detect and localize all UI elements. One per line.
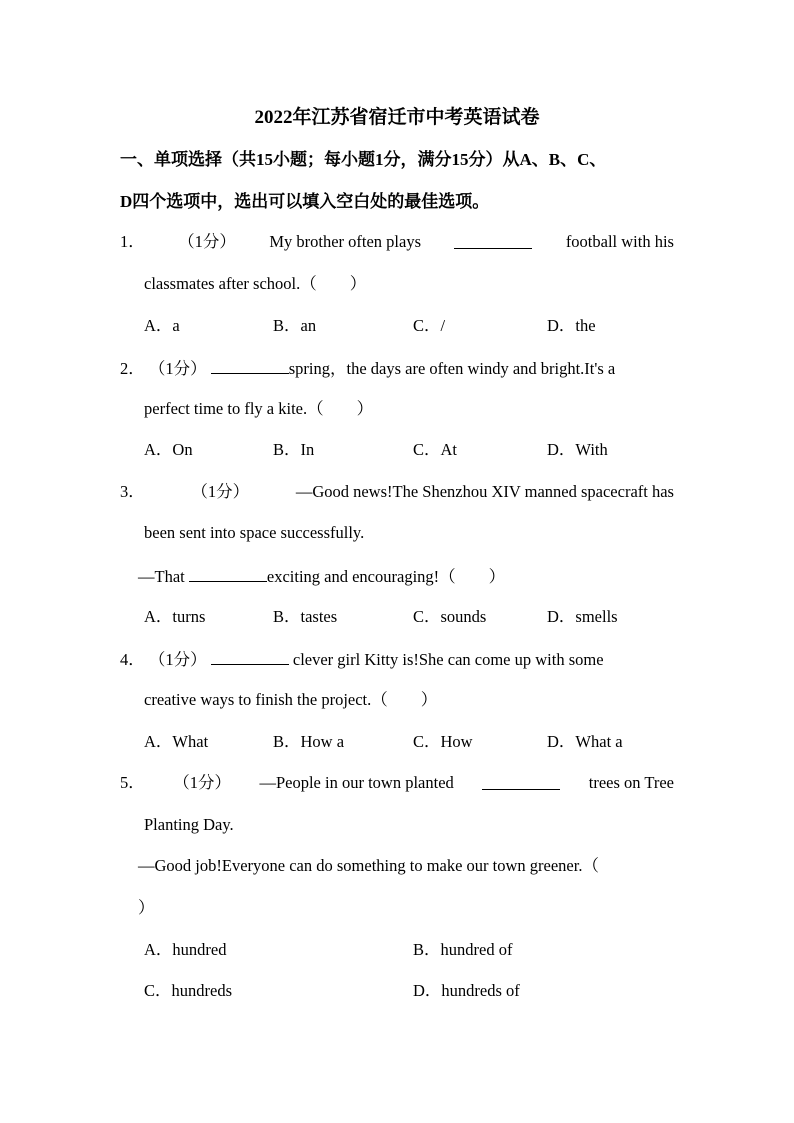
question-score: （1分）	[148, 359, 207, 378]
question-score: （1分）	[191, 482, 250, 501]
question-text: clever girl Kitty is!She can come up with some	[292, 650, 604, 669]
section-heading-line2: D四个选项中，选出可以填入空白处的最佳选项。	[120, 192, 490, 211]
option-b: B．In	[273, 440, 315, 459]
answer-blank	[211, 355, 289, 374]
answer-blank	[454, 230, 532, 249]
question-score: （1分）	[173, 773, 231, 792]
option-b: B．tastes	[273, 607, 338, 626]
question-3-line3	[138, 563, 505, 589]
question-2-line1	[120, 355, 674, 381]
question-3-line2: been sent into space successfully.	[144, 523, 365, 542]
question-score: （1分）	[178, 232, 236, 251]
option-d: D．With	[547, 440, 608, 459]
question-text: football with his	[565, 232, 674, 251]
option-c: C．How	[413, 732, 473, 751]
question-3-line1	[120, 480, 674, 504]
question-5-line2: Planting Day.	[144, 815, 234, 834]
question-text: —People in our town planted	[259, 773, 454, 792]
question-1-options	[144, 314, 674, 338]
question-number: 1．	[120, 232, 145, 251]
question-5-options-row1	[144, 938, 674, 962]
option-a: A．On	[144, 440, 193, 459]
question-number: 2．	[120, 359, 145, 378]
question-1-line2: classmates after school.（ ）	[144, 274, 367, 293]
question-2-line2: perfect time to fly a kite.（ ）	[144, 399, 374, 418]
question-number: 4．	[120, 650, 145, 669]
option-b: B．hundred of	[413, 940, 513, 959]
question-3-options	[144, 605, 674, 629]
question-text: spring，the days are often windy and bright.It's a	[288, 359, 616, 378]
question-score: （1分）	[148, 650, 207, 669]
question-4-options	[144, 730, 674, 754]
question-text: exciting and encouraging!（ ）	[266, 567, 506, 586]
question-text: trees on Tree	[588, 773, 674, 792]
question-5-line4: ）	[138, 898, 155, 917]
question-1-line1	[120, 230, 674, 254]
question-text: —That	[138, 567, 185, 586]
question-5-options-row2	[144, 979, 674, 1003]
question-4-line1	[120, 646, 674, 672]
option-c: C．/	[413, 316, 446, 335]
option-b: B．an	[273, 316, 317, 335]
option-d: D．What a	[547, 732, 623, 751]
answer-blank	[211, 646, 289, 665]
question-2-options	[144, 438, 674, 462]
answer-blank	[189, 563, 267, 582]
question-5-line1	[120, 771, 674, 795]
option-a: A．turns	[144, 607, 206, 626]
option-c: C．sounds	[413, 607, 487, 626]
page-title: 2022年江苏省宿迁市中考英语试卷	[254, 107, 540, 128]
option-d: D．the	[547, 316, 596, 335]
question-text: My brother often plays	[269, 232, 421, 251]
option-c: C．hundreds	[144, 981, 232, 1000]
option-a: A．hundred	[144, 940, 227, 959]
question-5-line3: —Good job!Everyone can do something to make our town greener.（	[138, 856, 599, 875]
question-text: —Good news!The Shenzhou XIV manned spacecraft has	[295, 482, 674, 501]
option-b: B．How a	[273, 732, 345, 751]
option-a: A．What	[144, 732, 209, 751]
answer-blank	[482, 771, 560, 790]
question-4-line2: creative ways to finish the project.（ ）	[144, 690, 438, 709]
question-number: 3．	[120, 482, 145, 501]
question-number: 5．	[120, 773, 145, 792]
option-a: A．a	[144, 316, 180, 335]
option-d: D．hundreds of	[413, 981, 520, 1000]
option-d: D．smells	[547, 607, 618, 626]
section-heading-line1: 一、单项选择（共15小题；每小题1分，满分15分）从A、B、C、	[120, 150, 607, 169]
option-c: C．At	[413, 440, 458, 459]
